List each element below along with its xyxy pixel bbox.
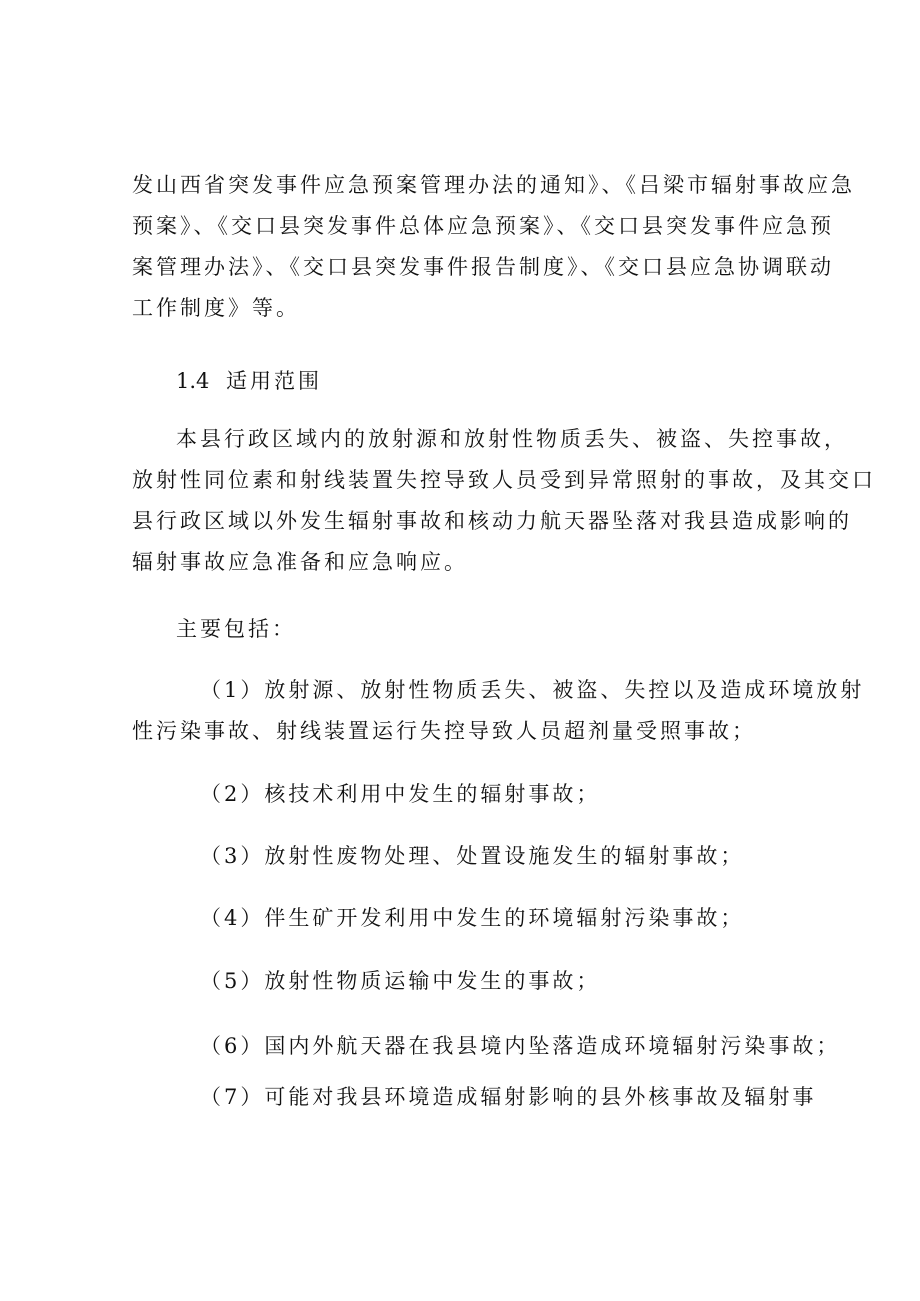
intro-line-1: 发山西省突发事件应急预案管理办法的通知》、《吕梁市辐射事故应急 [132,173,855,197]
list-item: （4）伴生矿开发利用中发生的环境辐射污染事故； [200,906,745,930]
includes-label: 主要包括： [176,617,296,641]
intro-line-4: 工作制度》等。 [132,296,300,320]
scope-line-4: 辐射事故应急准备和应急响应。 [132,550,468,574]
list-item: （3）放射性废物处理、处置设施发生的辐射事故； [200,844,745,868]
list-item: （5）放射性物质运输中发生的事故； [200,969,601,993]
intro-line-2: 预案》、《交口县突发事件总体应急预案》、《交口县突发事件应急预 [132,214,834,238]
intro-line-3: 案管理办法》、《交口县突发事件报告制度》、《交口县应急协调联动 [132,255,834,279]
list-item: （6）国内外航天器在我县境内坠落造成环境辐射污染事故； [200,1034,841,1058]
list-item: （7）可能对我县环境造成辐射影响的县外核事故及辐射事 [200,1085,817,1109]
scope-line-1: 本县行政区域内的放射源和放射性物质丢失、被盗、失控事故， [176,427,848,451]
list-item: （1）放射源、放射性物质丢失、被盗、失控以及造成环境放射 [200,678,865,702]
section-title: 适用范围 [226,369,322,393]
scope-line-2: 放射性同位素和射线装置失控导致人员受到异常照射的事故，及其交口 [132,468,876,492]
scope-line-3: 县行政区域以外发生辐射事故和核动力航天器坠落对我县造成影响的 [132,509,852,533]
list-item: 性污染事故、射线装置运行失控导致人员超剂量受照事故； [132,719,756,743]
list-item: （2）核技术利用中发生的辐射事故； [200,782,601,806]
section-heading [176,366,322,396]
section-number: 1.4 [176,369,210,393]
